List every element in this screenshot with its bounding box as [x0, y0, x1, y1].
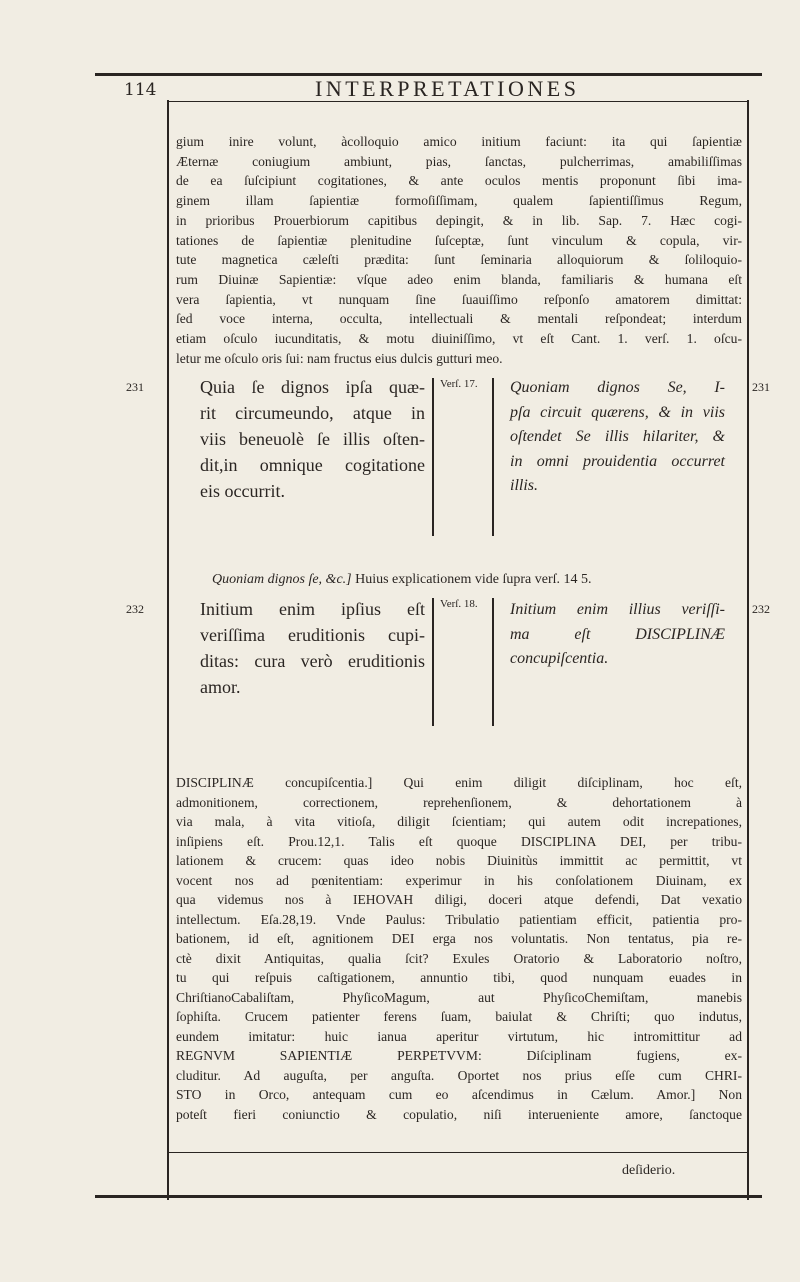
- margin-number-right: 232: [752, 602, 770, 616]
- text-line: ginem illam ſapientiæ formoſiſſimam, qualem ſapientiſſimus Regum,: [176, 193, 742, 209]
- text-line: poteſt fieri coniunctio & copulatio, niſi interueniente amore, ſanctoque: [176, 1106, 742, 1122]
- text-line: intellectum. Eſa.28,19. Vnde Paulus: Tribulatio patientiam efficit, patientia pro-: [176, 911, 742, 927]
- note-text: Huius explicationem vide ſupra verſ. 14 5.: [355, 572, 592, 587]
- translation-column-right: [510, 376, 725, 499]
- commentary-paragraph-1: [176, 132, 742, 368]
- column-rule: [432, 378, 434, 536]
- text-line: de ea ſuſcipiunt cogitationes, & ante oculos mentis proponunt ſibi ima-: [176, 173, 742, 189]
- text-line: veriſſima eruditionis cupi-: [200, 625, 425, 645]
- text-line: admonitionem, correctionem, reprehenſionem, & dehortationem à: [176, 794, 742, 810]
- frame-bottom-line: [95, 1195, 762, 1198]
- text-line: Quoniam dignos Se, I-: [510, 379, 725, 396]
- text-line: Initium enim ipſius eſt: [200, 599, 425, 619]
- note-lemma: Quoniam dignos ſe, &c.]: [212, 572, 352, 587]
- commentary-paragraph-2: [176, 773, 742, 1124]
- column-rule: [492, 378, 494, 536]
- text-line: amor.: [200, 677, 241, 697]
- text-line: vera ſapientia, vt nunquam ſine ſuauiſſimo reſponſo amatorem dimittat:: [176, 291, 742, 307]
- catchword: deſiderio.: [622, 1163, 676, 1178]
- margin-number-right: 231: [752, 380, 770, 394]
- running-title: INTERPRETATIONES: [315, 76, 580, 101]
- text-line: eundem imitatur: huic ianua aperitur virtutum, hic intromittitur ad: [176, 1028, 742, 1044]
- verse-reference: Verſ. 18.: [440, 598, 478, 610]
- text-line: bationem, id eſt, agnitionem DEI erga nos voluntatis. Non tentatus, pia re-: [176, 931, 742, 946]
- text-line: ChriſtianoCabaliſtam, PhyſicoMagum, aut PhyſicoChemiſtam, manebis: [176, 989, 742, 1005]
- text-line: Quia ſe dignos ipſa quæ-: [200, 377, 425, 397]
- text-line: etiam oſculo iucunditatis, & motu diuiniſſimo, vt eſt Cant. 1. verſ. 1. oſcu-: [176, 331, 742, 347]
- text-line: tute magnetica cæleſti prædita: ſunt ſeminaria alloquiorum & ſoliloquio-: [176, 252, 742, 268]
- text-line: cluditur. Ad auguſta, per anguſta. Oportet nos prius eſſe cum CHRI-: [176, 1067, 742, 1083]
- translation-column-right: [510, 598, 725, 672]
- text-line: gium inire volunt, àcolloquio amico initium faciunt: ita qui ſapientiæ: [176, 134, 742, 149]
- text-line: via mala, à vita vitioſa, diligit ſcientiam; qui autem odit increpationes,: [176, 814, 742, 829]
- text-line: in prioribus Prouerbiorum capitibus depingit, & in lib. Sap. 7. Hæc cogi-: [176, 212, 742, 228]
- verse-reference: Verſ. 17.: [440, 378, 478, 390]
- margin-number-left: 232: [126, 602, 144, 616]
- text-line: inſipiens eſt. Prou.12,1. Talis eſt quoque DISCIPLINA DEI, per tribu-: [176, 833, 742, 849]
- cross-reference-note: [212, 572, 712, 588]
- frame-left-line: [167, 100, 169, 1200]
- text-line: STO in Orco, antequam cum eo aſcendimus in Cælum. Amor.] Non: [176, 1087, 742, 1102]
- text-line: viis beneuolè ſe illis oſten-: [200, 429, 425, 449]
- text-line: rum Diuinæ Sapientiæ: vſque adeo enim blanda, familiaris & humana eſt: [176, 271, 742, 287]
- text-line: DISCIPLINÆ concupiſcentia.] Qui enim diligit diſciplinam, hoc eſt,: [176, 775, 742, 790]
- text-line: ma eſt DISCIPLINÆ: [510, 625, 725, 643]
- text-line: concupiſcentia.: [510, 650, 609, 667]
- frame-right-line: [747, 100, 749, 1200]
- text-line: oſtendet Se illis hilariter, &: [510, 428, 725, 445]
- translation-column-left: [200, 596, 425, 700]
- text-line: illis.: [510, 477, 539, 494]
- column-rule: [492, 598, 494, 726]
- text-line: dit,in omnique cogitatione: [200, 455, 425, 475]
- text-line: Initium enim illius veriſſi-: [510, 601, 725, 618]
- text-line: Æternæ coniugium ambiunt, pias, ſanctas, pulcherrimas, amabiliſſimas: [176, 153, 742, 169]
- text-line: REGNVM SAPIENTIÆ PERPETVVM: Diſciplinam fugiens, ex-: [176, 1048, 742, 1063]
- text-line: ſophiſta. Crucem patienter ferens ſuam, baiulat & Chriſti; quo indutus,: [176, 1009, 742, 1024]
- text-line: tationes de ſapientiæ plenitudine ſuſceptæ, ſunt vinculum & copula, vir-: [176, 232, 742, 248]
- translation-column-left: [200, 374, 425, 504]
- text-line: ditas: cura verò eruditionis: [200, 651, 425, 671]
- text-line: qua videmus nos à IEHOVAH diligi, doceri atque defendi, Dat vexatio: [176, 892, 742, 907]
- text-line: in omni prouidentia occurret: [510, 452, 725, 470]
- text-line: ſed voce interna, occulta, intellectuali & mentali reſpondeat; interdum: [176, 311, 742, 327]
- page-number: 114: [124, 80, 157, 100]
- text-line: vocent nos ad pœnitentiam: experimur in his conſolationem Diuinam, ex: [176, 872, 742, 888]
- column-rule: [432, 598, 434, 726]
- footer-rule: [167, 1152, 749, 1153]
- text-line: rit circumeundo, atque in: [200, 403, 425, 423]
- text-line: ctè dixit Antiquitas, qualia ſcit? Exules Oratorio & Laboratorio noſtro,: [176, 950, 742, 966]
- margin-number-left: 231: [126, 380, 144, 394]
- text-line: tu qui reſpuis caſtigationem, annuntio tibi, quod nunquam euades in: [176, 970, 742, 985]
- text-line: pſa circuit quærens, & in viis: [510, 403, 725, 421]
- text-line: lationem & crucem: quas ideo nobis Diuinitùs immittit ac permittit, vt: [176, 853, 742, 868]
- text-line: eis occurrit.: [200, 481, 285, 501]
- text-line: letur me oſculo oris ſui: nam fructus eius dulcis gutturi meo.: [176, 350, 503, 366]
